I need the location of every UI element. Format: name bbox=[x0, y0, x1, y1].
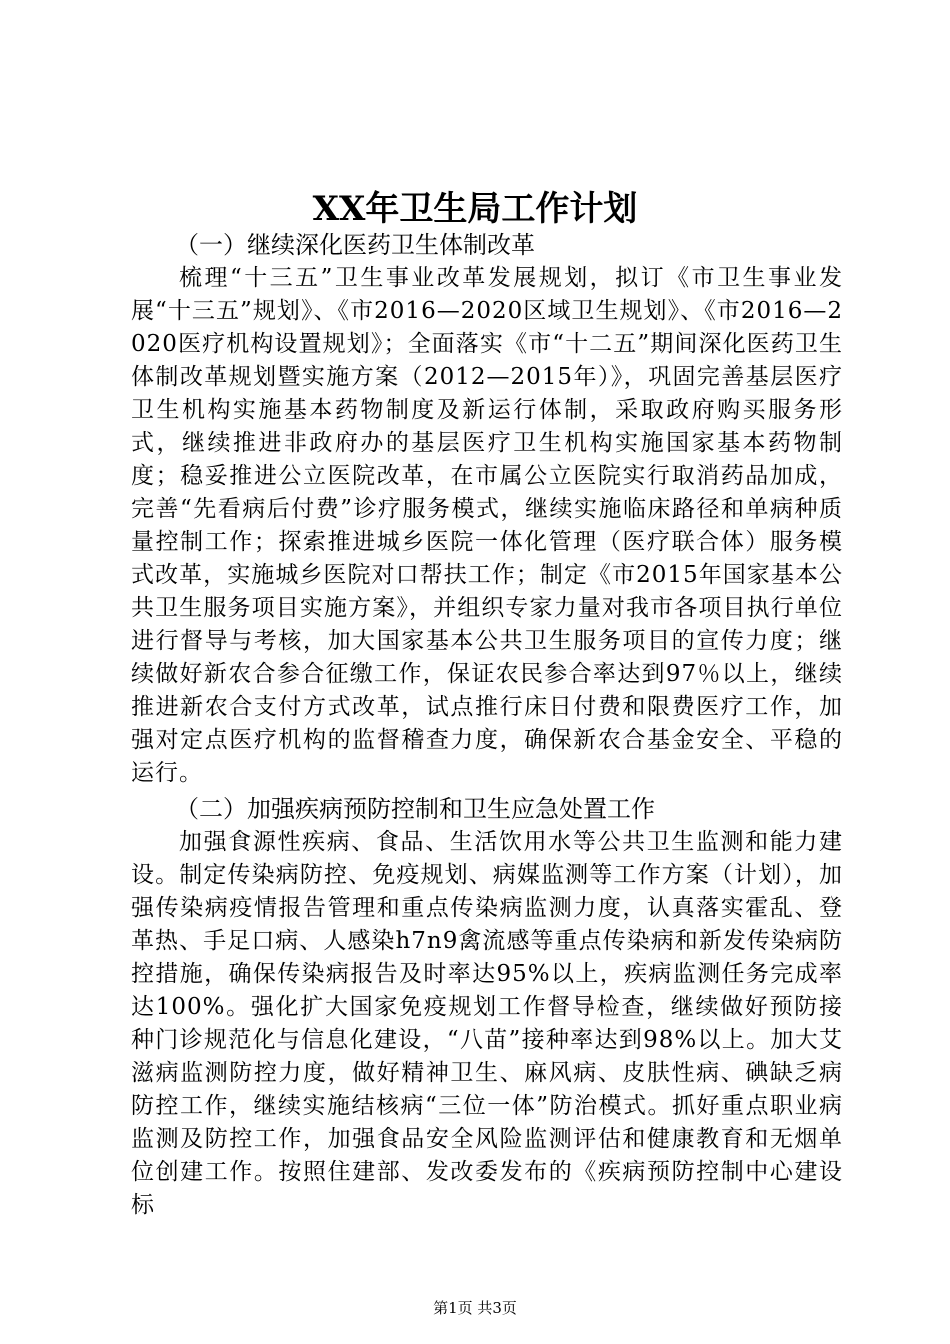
document-title: XX年卫生局工作计划 bbox=[312, 189, 638, 229]
section-heading-2: （二）加强疾病预防控制和卫生应急处置工作 bbox=[175, 795, 655, 823]
section-paragraph-1: 梳理“十三五”卫生事业改革发展规划，拟订《市卫生事业发展“十三五”规划》、《市2016—2020区域卫生规划》、《市2016—2020医疗机构设置规划》；全面落实《市“十二五”期间深化医药卫生体制改革规划暨实施方案（2012—2015年）》，巩固完善基层医疗卫生机构实施基本药物制度及新运行体制，采取政府购买服务形式，继续推进非政府办的基层医疗卫生机构实施国家基本药物制度；稳妥推进公立医院改革，在市属公立医院实行取消药品加成，完善“先看病后付费”诊疗服务模式，继续实施临床路径和单病种质量控制工作；探索推进城乡医院一体化管理（医疗联合体）服务模式改革，实施城乡医院对口帮扶工作；制定《市2015年国家基本公共卫生服务项目实施方案》，并组织专家力量对我市各项目执行单位进行督导与考核，加大国家基本公共卫生服务项目的宣传力度；继续做好新农合参合征缴工作，保证农民参合率达到97％以上，继续推进新农合支付方式改革，试点推行床日付费和限费医疗工作，加强对定点医疗机构的监督稽查力度，确保新农合基金安全、平稳的运行。 bbox=[131, 265, 843, 786]
section-paragraph-2: 加强食源性疾病、食品、生活饮用水等公共卫生监测和能力建设。制定传染病防控、免疫规划、病媒监测等工作方案（计划），加强传染病疫情报告管理和重点传染病监测力度，认真落实霍乱、登革热、手足口病、人感染h7n9禽流感等重点传染病和新发传染病防控措施，确保传染病报告及时率达95%以上，疾病监测任务完成率达100%。强化扩大国家免疫规划工作督导检查，继续做好预防接种门诊规范化与信息化建设，“八苗”接种率达到98%以上。加大艾滋病监测防控力度，做好精神卫生、麻风病、皮肤性病、碘缺乏病防控工作，继续实施结核病“三位一体”防治模式。抓好重点职业病监测及防控工作，加强食品安全风险监测评估和健康教育和无烟单位创建工作。按照住建部、发改委发布的《疾病预防控制中心建设标 bbox=[131, 829, 843, 1218]
document-body bbox=[131, 228, 843, 1222]
section-heading-1: （一）继续深化医药卫生体制改革 bbox=[175, 231, 535, 259]
page-number-footer: 第1页 共3页 bbox=[433, 1299, 517, 1317]
